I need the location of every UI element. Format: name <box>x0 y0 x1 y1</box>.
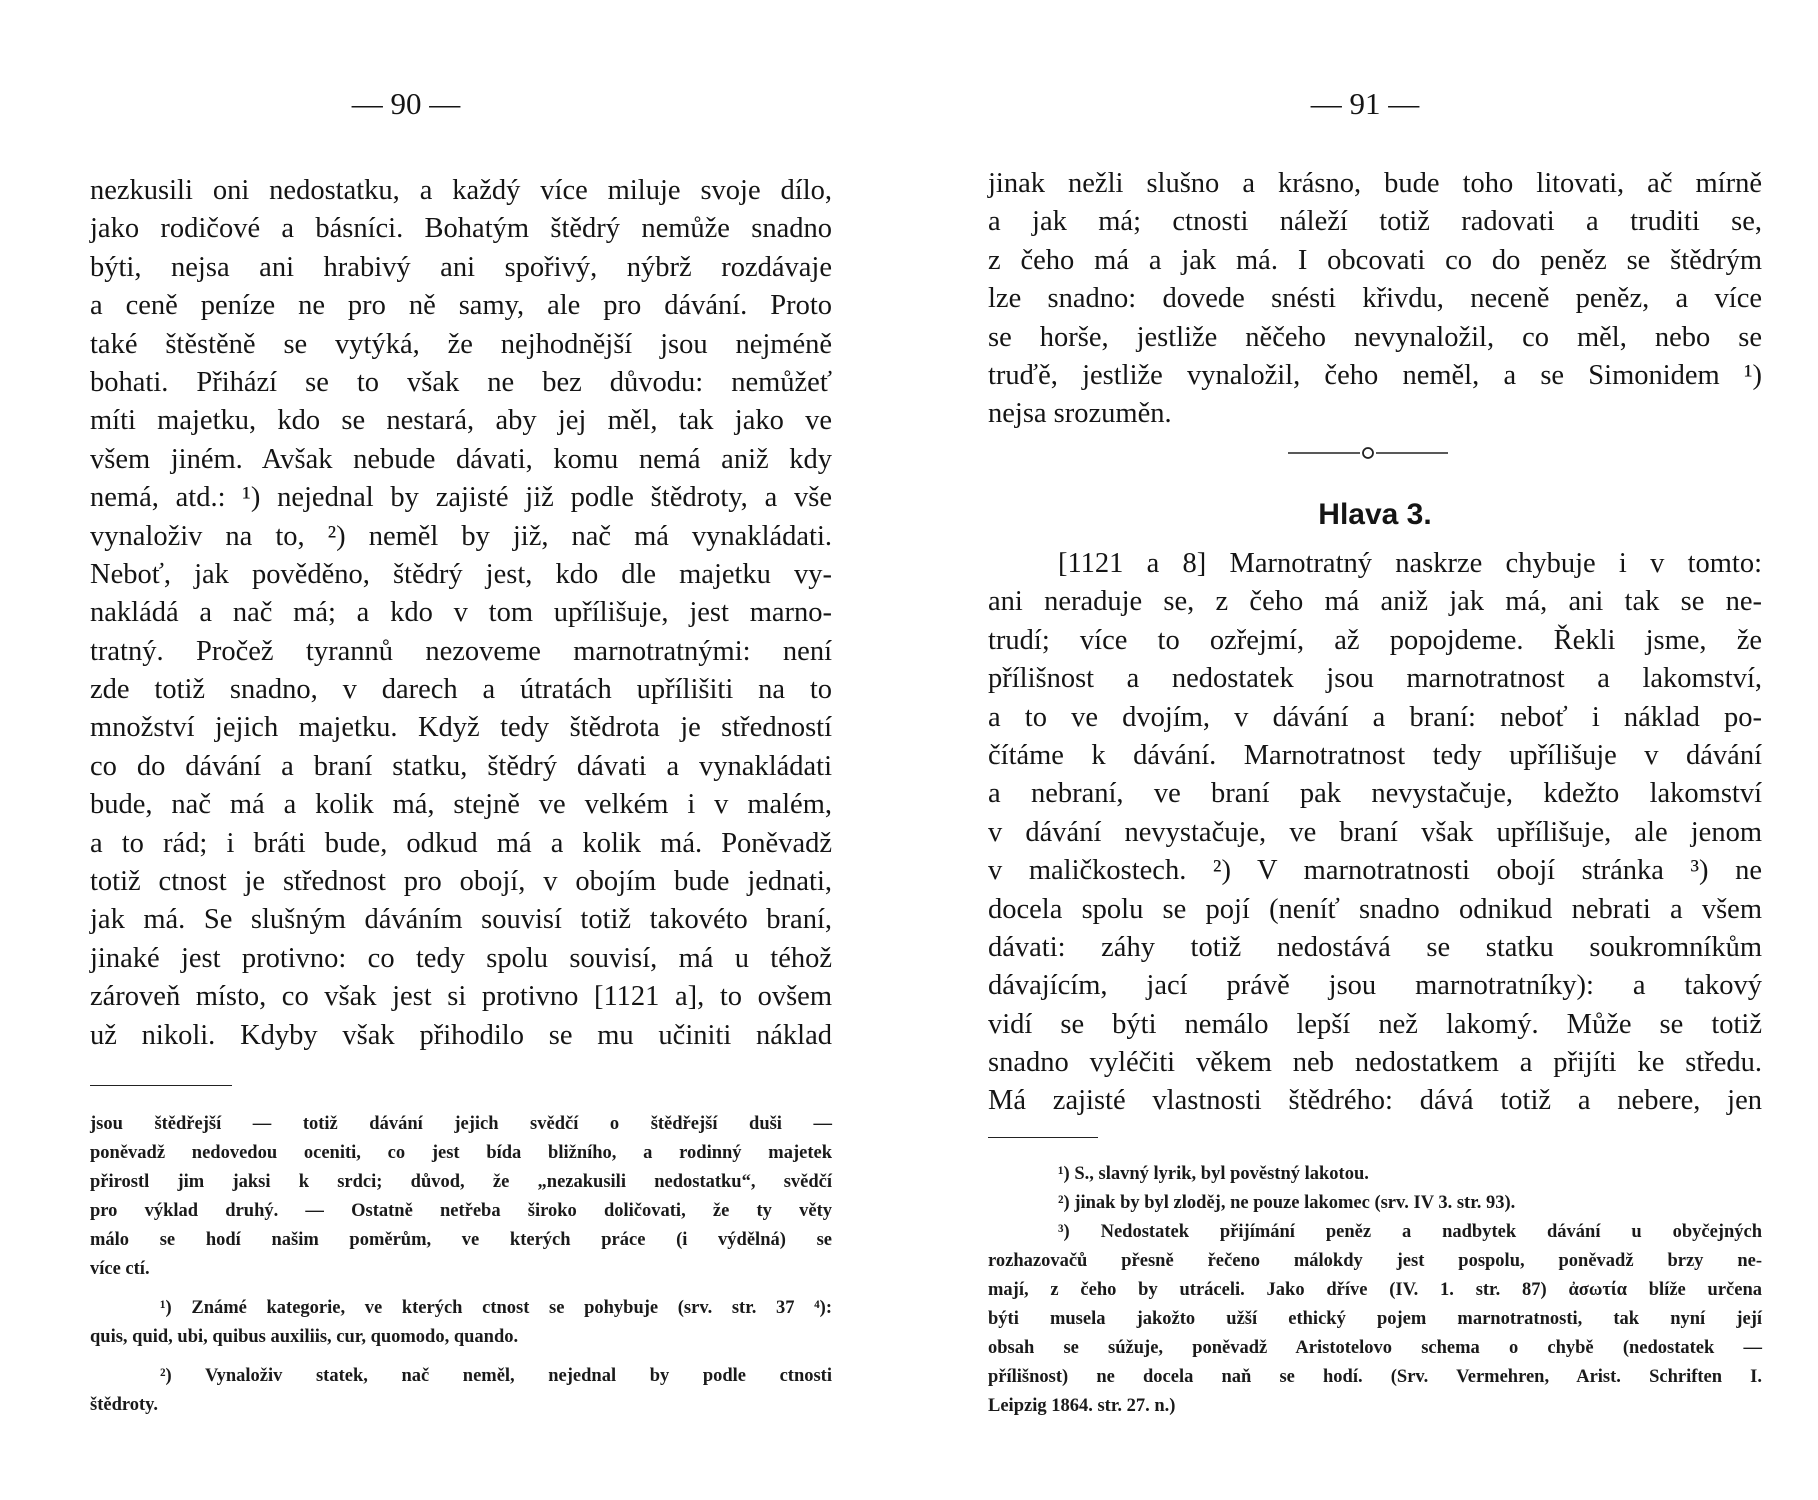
text-line: v maličkostech. ²) V marnotratnosti obojí stránka ³) ne <box>988 855 1762 887</box>
text-line: zde totiž snadno, v darech a útratách upřílišiti na to <box>90 674 832 706</box>
footnote-line: Leipzig 1864. str. 27. n.) <box>988 1396 1176 1416</box>
text-line: přílišnost a nedostatek jsou marnotratnost a lakomství, <box>988 663 1762 695</box>
footnote-line: quis, quid, ubi, quibus auxiliis, cur, quomodo, quando. <box>90 1327 519 1347</box>
footnote-line: mají, z čeho by utráceli. Jako dříve (IV. 1. str. 87) ἀσωτία blíže určena <box>988 1280 1762 1300</box>
text-line: a nebraní, ve braní pak nevystačuje, kdežto lakomství <box>988 778 1762 810</box>
text-line: jak má. Se slušným dáváním souvisí totiž takovéto braní, <box>90 904 832 936</box>
text-line: také štěstěně se vytýká, že nejhodnější jsou nejméně <box>90 328 832 360</box>
text-line: totiž ctnost je střednost pro obojí, v obojím bude jednati, <box>90 866 832 898</box>
footnote-line: poněvadž nedovedou oceniti, co jest bída bližního, a rodinný majetek <box>90 1143 832 1163</box>
footnote-line: málo se hodí našim poměrům, ve kterých práce (i výdělná) se <box>90 1230 832 1250</box>
text-line: [1121 a 8] Marnotratný naskrze chybuje i v tomto: <box>1058 548 1762 579</box>
text-line: nakládá a nač má; a kdo v tom upřílišuje, jest marno- <box>90 597 832 629</box>
text-line: v dávání nevystačuje, ve braní však upřílišuje, ale jenom <box>988 816 1762 848</box>
text-line: množství jejich majetku. Když tedy štědrota je středností <box>90 712 832 744</box>
text-line: býti, nejsa ani hrabivý ani spořivý, nýbrž rozdávaje <box>90 251 832 283</box>
footnote-line: obsah se súžuje, poněvadž Aristotelovo schema o chybě (nedostatek — <box>988 1338 1762 1358</box>
text-line: nemá, atd.: ¹) nejednal by zajisté již podle štědroty, a vše <box>90 482 832 514</box>
text-line: ani neraduje se, z čeho má aniž jak má, ani tak se ne- <box>988 586 1762 618</box>
text-line: bude, nač má a kolik má, stejně ve velkém i v malém, <box>90 789 832 821</box>
text-line: tratný. Pročež tyrannů nezoveme marnotratnými: není <box>90 635 832 667</box>
text-line: vidí se býti nemálo lepší než lakomý. Může se totiž <box>988 1008 1762 1040</box>
text-line: a to rád; i bráti bude, odkud má a kolik má. Poněvadž <box>90 827 832 859</box>
footnote-line: přirostl jim jaksi k srdci; důvod, že „nezakusili nedostatku“, svědčí <box>90 1172 832 1192</box>
text-line: dávati: záhy totiž nedostává se statku soukromníkům <box>988 931 1762 963</box>
footnote-line: jsou štědřejší — totiž dávání jejich svědčí o štědřejší duši — <box>90 1114 832 1134</box>
text-line: všem jiném. Avšak nebude dávati, komu nemá aniž kdy <box>90 443 832 475</box>
text-line: a to ve dvojím, v dávání a braní: neboť i náklad po- <box>988 701 1762 733</box>
footnotes <box>90 1110 832 1420</box>
text-line: dávajícím, jací právě jsou marnotratníky): a takový <box>988 970 1762 1002</box>
text-line: jinak nežli slušno a krásno, bude toho litovati, ač mírně <box>988 168 1762 199</box>
text-line: nezkusili oni nedostatku, a každý více miluje svoje dílo, <box>90 175 832 206</box>
footnote-line: ²) jinak by byl zloděj, ne pouze lakomec (srv. IV 3. str. 93). <box>1058 1193 1516 1213</box>
text-line: zároveň místo, co však jest si protivno [1121 a], to ovšem <box>90 981 832 1013</box>
text-line: čítáme k dávání. Marnotratnost tedy upřílišuje v dávání <box>988 739 1762 771</box>
text-line: vynaloživ na to, ²) neměl by již, nač má vynakládati. <box>90 520 832 552</box>
text-line: z čeho má a jak má. I obcovati co do peněz se štědrým <box>988 244 1762 276</box>
footnote-line: ²) Vynaloživ statek, nač neměl, nejednal by podle ctnosti <box>160 1366 832 1386</box>
footnote-line: ¹) Známé kategorie, ve kterých ctnost se pohybuje (srv. str. 37 ⁴): <box>160 1298 832 1318</box>
text-line: co do dávání a braní statku, štědrý dávati a vynakládati <box>90 750 832 782</box>
right-page <box>988 0 1762 1500</box>
text-line: docela spolu se pojí (neníť snadno odnikud nebrati a všem <box>988 893 1762 925</box>
text-line: trudí; více to ozřejmí, až popojdeme. Řekli jsme, že <box>988 624 1762 656</box>
left-page <box>90 0 832 1500</box>
footnote-line: ¹) S., slavný lyrik, byl pověstný lakotou. <box>1058 1164 1369 1184</box>
text-line: truďě, jestliže vynaložil, čeho neměl, a se Simonidem ¹) <box>988 359 1762 391</box>
chapter-heading: Hlava 3. <box>1318 498 1432 531</box>
page-number: — 90 — <box>351 86 461 121</box>
text-line: a jak má; ctnosti náleží totiž radovati a truditi se, <box>988 206 1762 238</box>
text-line: Neboť, jak pověděno, štědrý jest, kdo dle majetku vy- <box>90 558 832 590</box>
text-line: jinaké jest protivno: co tedy spolu souvisí, má u téhož <box>90 942 832 974</box>
footnote-divider <box>988 1137 1098 1138</box>
body-text-bottom <box>988 545 1762 1121</box>
text-line: Má zajisté vlastnosti štědrého: dává totiž a nebere, jen <box>988 1085 1762 1117</box>
text-line: lze snadno: dovede snésti křivdu, neceně peněz, a více <box>988 283 1762 315</box>
text-line: a ceně peníze ne pro ně samy, ale pro dávání. Proto <box>90 290 832 322</box>
text-line: nejsa srozuměn. <box>988 398 1172 430</box>
footnotes <box>988 1160 1762 1421</box>
footnote-line: rozhazovačů přesně řečeno málokdy jest pospolu, poněvadž brzy ne- <box>988 1251 1762 1271</box>
page-number: — 91 — <box>1310 86 1420 121</box>
text-line: míti majetku, kdo se nestará, aby jej měl, tak jako ve <box>90 405 832 437</box>
text-line: se horše, jestliže něčeho nevynaložil, co měl, nebo se <box>988 321 1762 353</box>
footnote-line: ³) Nedostatek přijímání peněz a nadbytek dávání u obyčejných <box>1058 1222 1762 1242</box>
footnote-line: více ctí. <box>90 1259 150 1279</box>
footnote-line: býti musela jakožto užší ethický pojem marnotratnosti, tak nyní její <box>988 1309 1762 1329</box>
footnote-line: přílišnost) ne docela naň se hodí. (Srv. Vermehren, Arist. Schriften I. <box>988 1367 1762 1387</box>
section-ornament-icon <box>1288 445 1448 461</box>
footnote-divider <box>90 1085 232 1086</box>
text-line: už nikoli. Kdyby však přihodilo se mu učiniti náklad <box>90 1019 832 1051</box>
body-text <box>90 172 832 1055</box>
text-line: snadno vyléčiti věkem neb nedostatkem a přijíti ke středu. <box>988 1047 1762 1079</box>
body-text-top <box>988 165 1762 434</box>
text-line: bohati. Přihází se to však ne bez důvodu: nemůžeť <box>90 366 832 398</box>
footnote-line: pro výklad druhý. — Ostatně netřeba široko doličovati, že ty věty <box>90 1201 832 1221</box>
footnote-line: štědroty. <box>90 1395 159 1415</box>
text-line: jako rodičové a básníci. Bohatým štědrý nemůže snadno <box>90 213 832 245</box>
